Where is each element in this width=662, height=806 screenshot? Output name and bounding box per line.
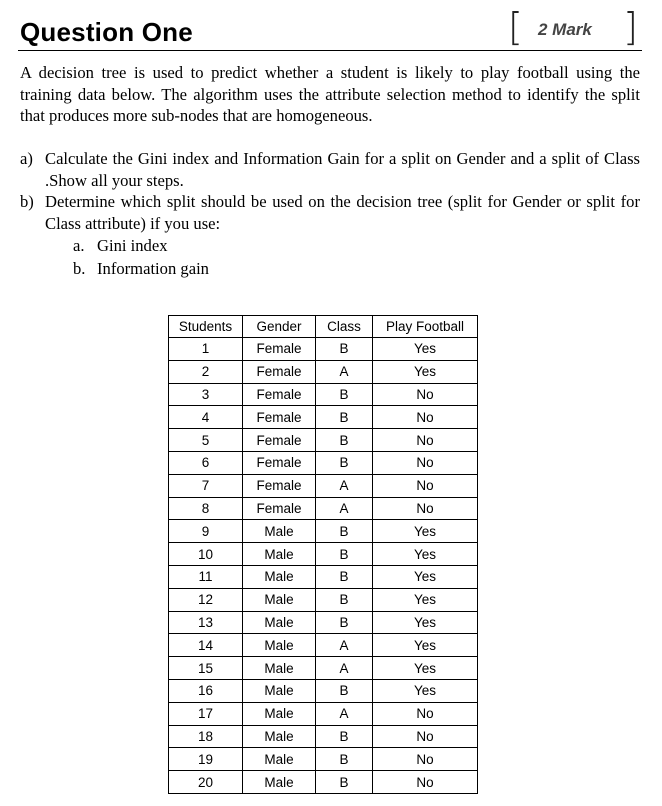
table-row	[169, 657, 478, 680]
cell-play-football: No	[373, 702, 478, 725]
cell-student-id: 18	[169, 725, 243, 748]
left-bracket-icon: [	[508, 5, 523, 49]
question-a-text: Calculate the Gini index and Information Gain for a split on Gender and a split of Class .Show all your steps.	[45, 149, 640, 190]
cell-class: B	[316, 679, 373, 702]
cell-play-football: No	[373, 383, 478, 406]
table-row	[169, 338, 478, 361]
table-row	[169, 611, 478, 634]
intro-paragraph: A decision tree is used to predict whether a student is likely to play football using the training data below. The algorithm uses the attribute selection method to identify the split that produces more sub-nodes that are homogeneous.	[20, 63, 640, 125]
table-row	[169, 406, 478, 429]
cell-gender: Male	[243, 588, 316, 611]
cell-student-id: 19	[169, 748, 243, 771]
question-b-sublist	[45, 235, 640, 280]
sub-item-gini	[73, 235, 640, 258]
cell-student-id: 12	[169, 588, 243, 611]
table-row	[169, 725, 478, 748]
cell-student-id: 6	[169, 451, 243, 474]
cell-play-football: Yes	[373, 611, 478, 634]
cell-student-id: 17	[169, 702, 243, 725]
cell-student-id: 13	[169, 611, 243, 634]
sub-item-gini-text: Gini index	[97, 236, 168, 255]
cell-gender: Female	[243, 338, 316, 361]
cell-class: B	[316, 520, 373, 543]
question-header	[18, 5, 642, 51]
header-gender: Gender	[243, 316, 316, 338]
cell-class: B	[316, 588, 373, 611]
question-a-letter: a)	[20, 149, 33, 168]
cell-play-football: No	[373, 474, 478, 497]
cell-gender: Female	[243, 383, 316, 406]
cell-play-football: Yes	[373, 565, 478, 588]
header-students: Students	[169, 316, 243, 338]
cell-class: A	[316, 702, 373, 725]
table-row	[169, 451, 478, 474]
cell-class: B	[316, 406, 373, 429]
cell-play-football: Yes	[373, 679, 478, 702]
cell-gender: Female	[243, 406, 316, 429]
cell-gender: Male	[243, 725, 316, 748]
cell-student-id: 15	[169, 657, 243, 680]
sub-item-gini-letter: a.	[73, 236, 85, 255]
cell-play-football: No	[373, 497, 478, 520]
cell-class: B	[316, 429, 373, 452]
cell-gender: Male	[243, 565, 316, 588]
table-row	[169, 543, 478, 566]
cell-student-id: 2	[169, 360, 243, 383]
cell-play-football: No	[373, 429, 478, 452]
cell-gender: Male	[243, 702, 316, 725]
table-row	[169, 429, 478, 452]
question-b-letter: b)	[20, 192, 34, 211]
cell-gender: Female	[243, 360, 316, 383]
cell-play-football: No	[373, 725, 478, 748]
question-b	[20, 191, 640, 280]
cell-gender: Male	[243, 520, 316, 543]
table-row	[169, 588, 478, 611]
cell-class: A	[316, 474, 373, 497]
table-row	[169, 383, 478, 406]
cell-class: A	[316, 360, 373, 383]
cell-play-football: No	[373, 748, 478, 771]
cell-student-id: 14	[169, 634, 243, 657]
cell-student-id: 9	[169, 520, 243, 543]
cell-gender: Male	[243, 748, 316, 771]
cell-play-football: Yes	[373, 360, 478, 383]
cell-play-football: Yes	[373, 543, 478, 566]
cell-class: B	[316, 338, 373, 361]
cell-student-id: 4	[169, 406, 243, 429]
cell-student-id: 7	[169, 474, 243, 497]
cell-student-id: 8	[169, 497, 243, 520]
cell-class: B	[316, 383, 373, 406]
cell-gender: Male	[243, 543, 316, 566]
cell-student-id: 3	[169, 383, 243, 406]
sub-item-info-gain-letter: b.	[73, 258, 86, 278]
cell-class: B	[316, 725, 373, 748]
question-b-text: Determine which split should be used on the decision tree (split for Gender or split for Class attribute) if you use:	[45, 192, 640, 233]
cell-gender: Female	[243, 497, 316, 520]
table-body	[169, 338, 478, 794]
cell-class: B	[316, 565, 373, 588]
cell-class: B	[316, 543, 373, 566]
cell-play-football: Yes	[373, 657, 478, 680]
question-list	[20, 148, 640, 280]
cell-play-football: No	[373, 451, 478, 474]
cell-class: A	[316, 657, 373, 680]
table-row	[169, 679, 478, 702]
cell-student-id: 16	[169, 679, 243, 702]
cell-student-id: 1	[169, 338, 243, 361]
cell-play-football: No	[373, 406, 478, 429]
cell-gender: Male	[243, 771, 316, 794]
cell-gender: Male	[243, 611, 316, 634]
cell-gender: Female	[243, 451, 316, 474]
mark-box	[508, 5, 638, 49]
sub-item-info-gain-text: Information gain	[97, 258, 209, 278]
table-row	[169, 771, 478, 794]
right-bracket-icon: ]	[623, 5, 638, 49]
table-row	[169, 520, 478, 543]
mark-label: 2 Mark	[538, 20, 592, 39]
table-row	[169, 565, 478, 588]
table-row	[169, 360, 478, 383]
cell-gender: Female	[243, 474, 316, 497]
cell-class: B	[316, 771, 373, 794]
cell-gender: Male	[243, 634, 316, 657]
cell-class: A	[316, 497, 373, 520]
cell-play-football: Yes	[373, 520, 478, 543]
cell-class: A	[316, 634, 373, 657]
cell-gender: Female	[243, 429, 316, 452]
cell-play-football: No	[373, 771, 478, 794]
header-play-football: Play Football	[373, 316, 478, 338]
header-class: Class	[316, 316, 373, 338]
cell-play-football: Yes	[373, 634, 478, 657]
cell-student-id: 5	[169, 429, 243, 452]
table-row	[169, 702, 478, 725]
cell-class: B	[316, 748, 373, 771]
page-title: Question One	[20, 17, 193, 47]
cell-class: B	[316, 611, 373, 634]
training-data-table	[168, 315, 478, 794]
cell-play-football: Yes	[373, 588, 478, 611]
cell-play-football: Yes	[373, 338, 478, 361]
cell-student-id: 20	[169, 771, 243, 794]
cell-class: B	[316, 451, 373, 474]
table-row	[169, 474, 478, 497]
table-row	[169, 497, 478, 520]
question-a	[20, 148, 640, 191]
cell-student-id: 10	[169, 543, 243, 566]
cell-gender: Male	[243, 679, 316, 702]
table-header-row	[169, 316, 478, 338]
cell-gender: Male	[243, 657, 316, 680]
cell-student-id: 11	[169, 565, 243, 588]
sub-item-info-gain	[73, 258, 640, 281]
table-row	[169, 748, 478, 771]
table-row	[169, 634, 478, 657]
